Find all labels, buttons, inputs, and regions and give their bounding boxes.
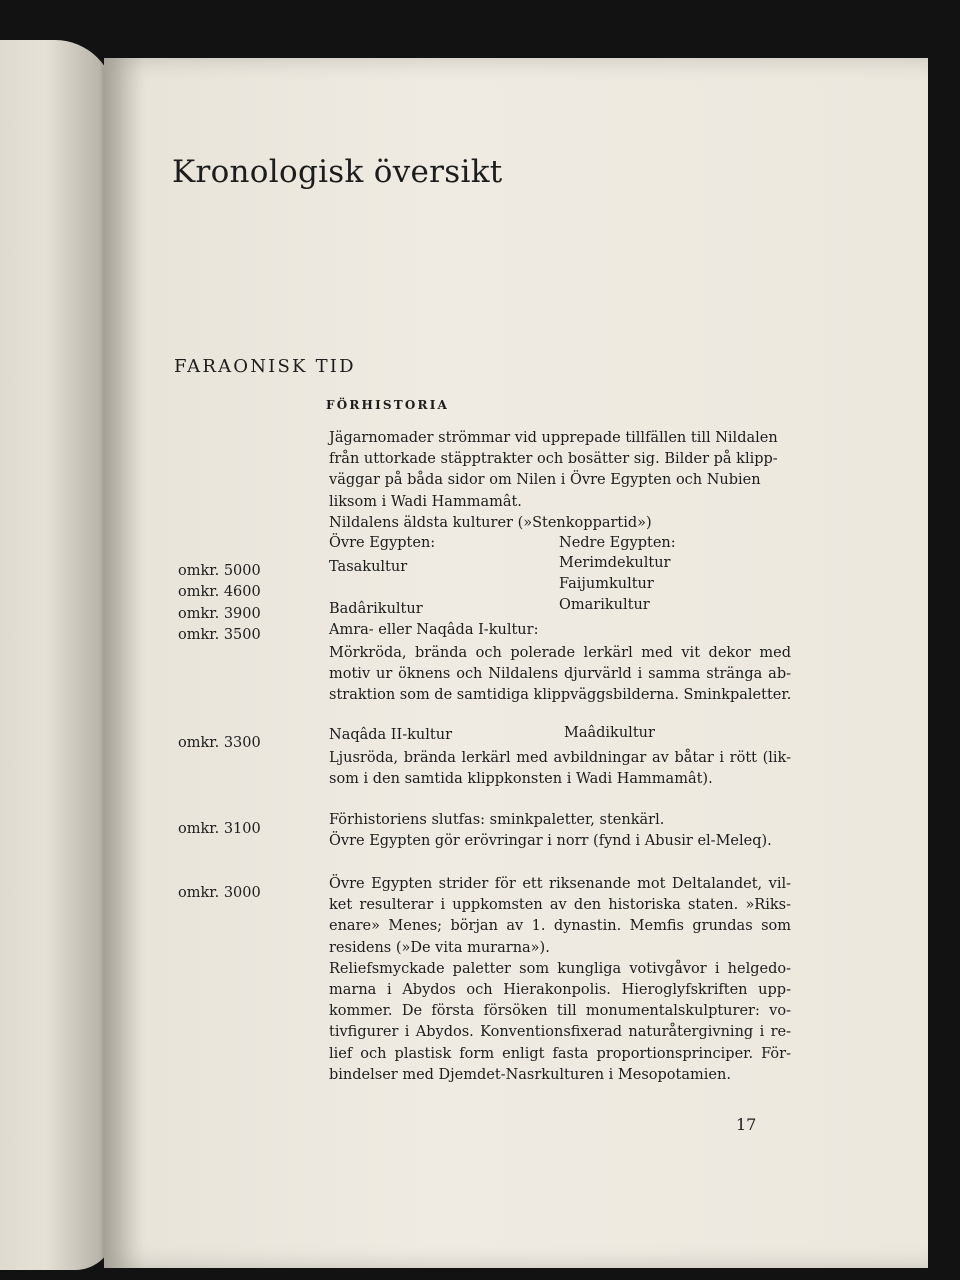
culture-omari: Omarikultur xyxy=(559,597,650,613)
date-label: omkr. 3500 xyxy=(178,627,261,643)
section-heading: FARAONISK TID xyxy=(174,356,356,377)
text-line: Ljusröda, brända lerkärl med avbildningar av båtar i rött (lik- xyxy=(329,750,791,766)
subsection-heading: FÖRHISTORIA xyxy=(326,398,450,412)
text-line: residens (»De vita murarna»). xyxy=(329,939,550,956)
culture-naqada2: Naqâda II-kultur xyxy=(329,727,453,743)
text-line: väggar på båda sidor om Nilen i Övre Egypten och Nubien xyxy=(329,472,761,489)
text-line: Övre Egypten gör erövringar i norr (fynd i Abusir el-Meleq). xyxy=(329,833,772,850)
culture-maadi: Maâdikultur xyxy=(564,725,655,741)
text-line: ket resulterar i uppkomsten av den historiska staten. »Riks- xyxy=(329,897,791,914)
page-number: 17 xyxy=(736,1115,757,1134)
culture-badari: Badârikultur xyxy=(329,601,423,617)
lower-egypt-heading: Nedre Egypten: xyxy=(559,535,676,551)
intro-paragraph xyxy=(329,428,778,534)
text-line: lief och plastisk form enligt fasta proportionsprinciper. För- xyxy=(329,1045,791,1062)
naqada2-description xyxy=(329,748,791,790)
text-line: tivfigurer i Abydos. Konventionsfixerad naturåtergivning i re- xyxy=(329,1024,791,1041)
text-line: kommer. De första försöken till monumentalskulpturer: vo- xyxy=(329,1003,791,1020)
date-label: omkr. 3000 xyxy=(178,885,261,901)
late-prehistory-text xyxy=(329,810,772,852)
text-line: Nildalens äldsta kulturer (»Stenkoppartid») xyxy=(329,514,652,531)
text-line: Jägarnomader strömmar vid upprepade tillfällen till Nildalen xyxy=(329,430,778,446)
culture-faijum: Faijumkultur xyxy=(559,576,654,592)
text-line: som i den samtida klippkonsten i Wadi Hammamât). xyxy=(329,771,713,788)
culture-merimde: Merimdekultur xyxy=(559,555,671,571)
book-page xyxy=(104,58,928,1268)
facing-page xyxy=(0,40,115,1270)
date-label: omkr. 3100 xyxy=(178,821,261,837)
text-line: bindelser med Djemdet-Nasrkulturen i Mesopotamien. xyxy=(329,1066,731,1083)
date-label: omkr. 3300 xyxy=(178,735,261,751)
culture-tasa: Tasakultur xyxy=(329,559,408,575)
text-line: liksom i Wadi Hammamât. xyxy=(329,493,522,510)
date-label: omkr. 5000 xyxy=(178,563,261,579)
text-line: motiv ur öknens och Nildalens djurvärld i samma stränga ab- xyxy=(329,666,791,683)
text-line: från uttorkade stäpptrakter och bosätter sig. Bilder på klipp- xyxy=(329,451,778,468)
text-line: straktion som de samtidiga klippväggsbilderna. Sminkpaletter. xyxy=(329,687,792,704)
text-line: enare» Menes; början av 1. dynastin. Memfis grundas som xyxy=(329,918,791,935)
naqada1-description xyxy=(329,643,791,707)
text-line: Förhistoriens slutfas: sminkpaletter, stenkärl. xyxy=(329,812,665,828)
date-label: omkr. 3900 xyxy=(178,606,261,622)
text-line: marna i Abydos och Hierakonpolis. Hieroglyfskriften upp- xyxy=(329,982,791,999)
first-dynasty-text xyxy=(329,874,791,1086)
text-line: Mörkröda, brända och polerade lerkärl med vit dekor med xyxy=(329,645,791,661)
date-label: omkr. 4600 xyxy=(178,584,261,600)
text-line: Övre Egypten strider för ett riksenande mot Deltalandet, vil- xyxy=(329,876,791,892)
culture-amra: Amra- eller Naqâda I-kultur: xyxy=(329,622,539,638)
page-title: Kronologisk översikt xyxy=(172,154,503,190)
upper-egypt-heading: Övre Egypten: xyxy=(329,535,436,551)
text-line: Reliefsmyckade paletter som kungliga votivgåvor i helgedo- xyxy=(329,960,791,977)
